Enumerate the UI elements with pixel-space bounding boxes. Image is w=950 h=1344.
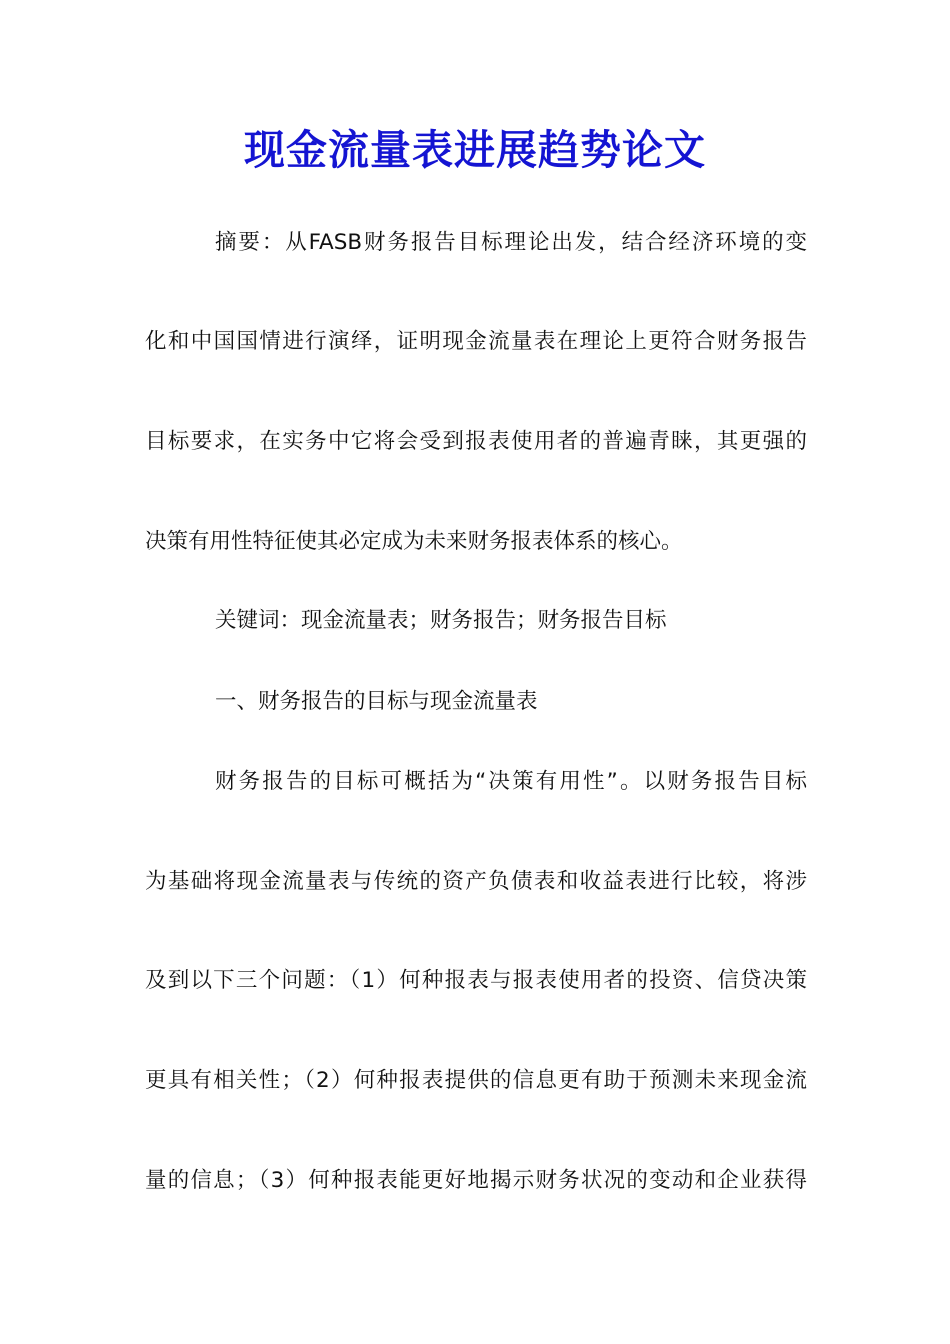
body-line-2: 为基础将现金流量表与传统的资产负债表和收益表进行比较，将涉: [145, 869, 807, 894]
abstract-line-3: 目标要求，在实务中它将会受到报表使用者的普遍青睐，其更强的: [145, 429, 807, 454]
body-line-4: 更具有相关性；（2）何种报表提供的信息更有助于预测未来现金流: [145, 1068, 807, 1093]
document-title: 现金流量表进展趋势论文: [244, 126, 706, 174]
body-line-3: 及到以下三个问题：（1）何种报表与报表使用者的投资、信贷决策: [145, 968, 807, 993]
body-line-1: 财务报告的目标可概括为“决策有用性”。以财务报告目标: [215, 769, 807, 794]
abstract-line-2: 化和中国国情进行演绎，证明现金流量表在理论上更符合财务报告: [145, 329, 807, 354]
abstract-line-1: 摘要：从FASB财务报告目标理论出发，结合经济环境的变: [215, 230, 807, 255]
section-heading-1: 一、财务报告的目标与现金流量表: [215, 689, 538, 714]
body-line-5: 量的信息；（3）何种报表能更好地揭示财务状况的变动和企业获得: [145, 1168, 807, 1193]
abstract-line-4: 决策有用性特征使其必定成为未来财务报表体系的核心。: [145, 529, 683, 554]
keywords-line: 关键词：现金流量表；财务报告；财务报告目标: [215, 608, 667, 633]
